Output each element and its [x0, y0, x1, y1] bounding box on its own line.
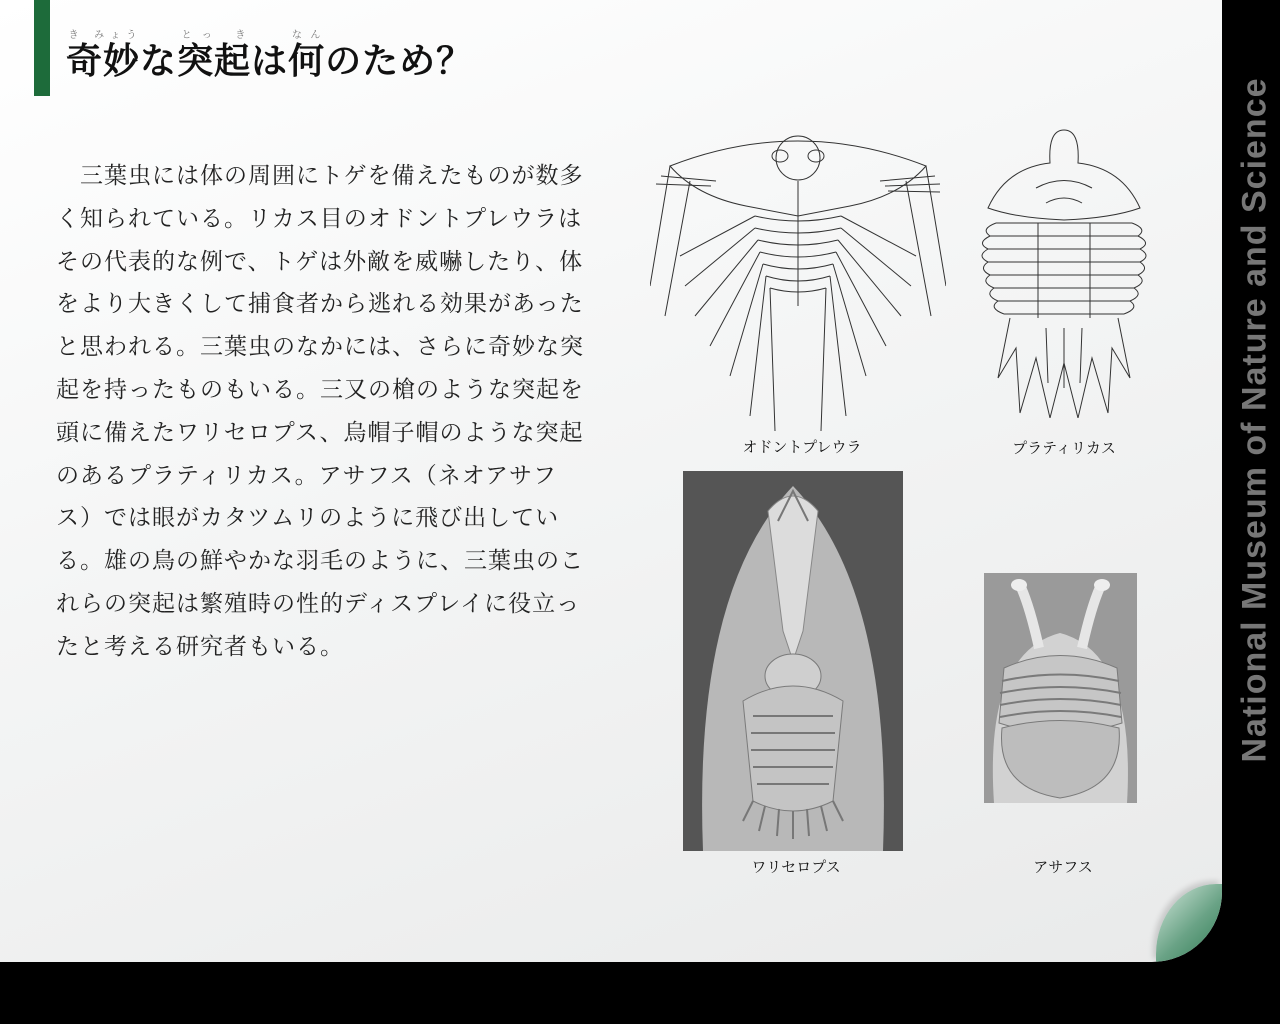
body-text [56, 155, 596, 669]
body-line: 三葉虫には体の周囲にトゲを備えたものが数多 [56, 163, 584, 189]
museum-name: National Museum of Nature and Science [1235, 77, 1274, 763]
title-accent-bar [34, 0, 50, 96]
title-segment: のため？ [325, 41, 474, 82]
body-line: 頭に備えたワリセロプス、烏帽子帽のような突起 [56, 419, 584, 446]
body-line: る。雄の鳥の鮮やかな羽毛のように、三葉虫のこ [56, 548, 584, 575]
body-line: をより大きくして捕食者から逃れる効果があった [56, 291, 584, 318]
body-line: ス）では眼がカタツムリのように飛び出してい [56, 505, 560, 532]
caption-walliserops: ワリセロプス [751, 858, 841, 876]
title-segment: な [140, 41, 178, 82]
body-line: その代表的な例で、トゲは外敵を威嚇したり、体 [56, 248, 584, 275]
title-segment: 何なん [288, 30, 326, 82]
asaphus-photo [984, 573, 1137, 803]
body-line: く知られている。リカス目のオドントプレウラは [56, 205, 583, 232]
page-curl-corner[interactable] [1156, 884, 1222, 962]
body-line: のあるプラティリカス。アサフス（ネオアサフ [56, 462, 558, 489]
title-segment: 奇妙き みょう [66, 30, 141, 82]
caption-asaphus: アサフス [1033, 858, 1093, 876]
walliserops-photo [683, 471, 903, 851]
odontopleura-drawing [650, 126, 946, 436]
caption-platylichas: プラティリカス [1012, 439, 1116, 457]
museum-side-label [1230, 0, 1280, 840]
title-segment: 突起とっ き [177, 30, 252, 82]
body-line: と思われる。三葉虫のなかには、さらに奇妙な突 [56, 334, 584, 361]
platylichas-drawing [976, 128, 1152, 418]
body-line: たと考える研究者もいる。 [56, 633, 344, 660]
body-line: れらの突起は繁殖時の性的ディスプレイに役立っ [56, 590, 581, 617]
caption-odontopleura: オドントプレウラ [742, 438, 862, 456]
title-segment: は [251, 41, 289, 82]
page-title [66, 30, 473, 84]
body-line: 起を持ったものもいる。三又の槍のような突起を [56, 376, 584, 403]
